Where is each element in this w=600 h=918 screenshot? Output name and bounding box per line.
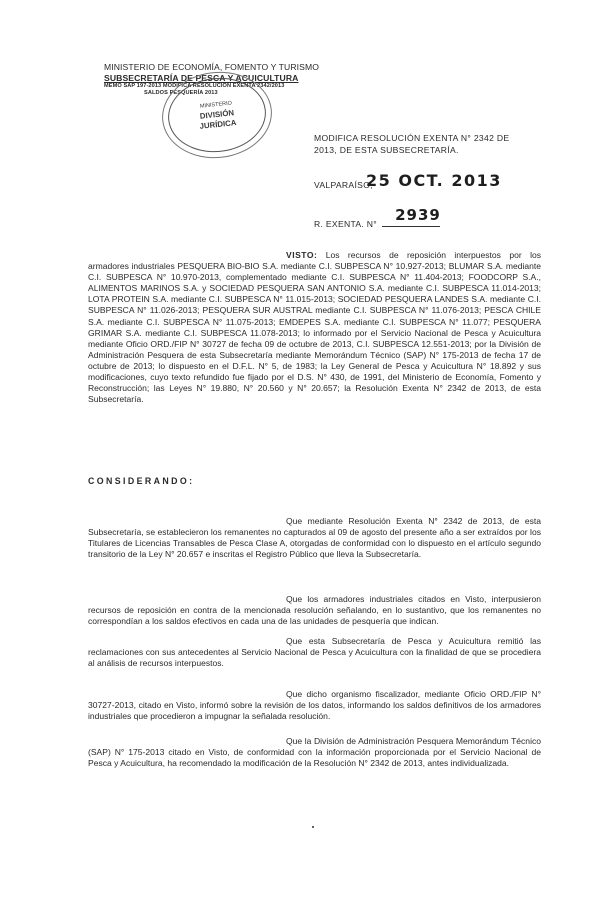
visto-text: Los recursos de reposición interpuestos por los armadores industriales PESQUERA BIO-BIO S.A. mediante C.I. SUBPESCA N° 10.927-2013; BLUMAR S.A. mediante C.I. SUBPESCA N° 10.970-2013, complementado mediante C.I. SUBPESCA N° 11.404-2013; FOODCORP S.A., ALIMENTOS MARINOS S.A. y SOCIEDAD PESQUERA SAN ANTONIO S.A. mediante C.I. SUBPESCA 11.014-2013; LOTA PROTEIN S.A. mediante C.I. SUBPESCA N° 11.015-2013; SOCIEDAD PESQUERA LANDES S.A. mediante C.I. SUBPESCA N° 11.026-2013; PESQUERA SUR AUSTRAL mediante C.I. SUBPESCA N° 11.076-2013; PESCA CHILE S.A. mediante C.I. SUBPESCA N° 11.075-2013; EMDEPES S.A. mediante C.I. SUBPESCA N° 11.077; PESQUERA GRIMAR S.A. mediante C.I. SUBPESCA 11.078-2013; lo informado por el Servicio Nacional de Pesca y Acuicultura mediante Oficio ORD./FIP N° 30727 de fecha 09 de octubre de 2013, C.I. SUBPESCA 12.551-2013; por la División de Administración Pesquera de esta Subsecretaría mediante Memorándum Técnico (SAP) N° 175-2013 de fecha 17 de octubre de 2013; lo dispuesto en el D.F.L. N° 5, de 1983; la Ley General de Pesca y Acuicultura N° 18.892 y sus modificaciones, cuyo texto refundido fue fijado por el D.S. N° 430, de 1991, del Ministerio de Economía, Fomento y Reconstrucción; las Leyes N° 19.880, N° 20.560 y N° 20.657; la Resolución Exenta N° 2342 de 2013, de esta Subsecretaría. (88, 250, 542, 405)
stamp-line-1: DIVISIÓN (199, 108, 235, 121)
handwritten-date: 25 OCT. 2013 (366, 171, 502, 190)
considerando-paragraph-3: Que esta Subsecretaría de Pesca y Acuicultura remitió las reclamaciones con sus antecedentes al Servicio Nacional de Pesca y Acuicultura con la finalidad de que se procediera al análisis de recursos interpuestos. (88, 636, 541, 669)
place-label: VALPARAÍSO, (314, 180, 373, 190)
considerando-paragraph-4: Que dicho organismo fiscalizador, mediante Oficio ORD./FIP N° 30727-2013, citado en Visto, informó sobre la revisión de los datos, informando los saldos definitivos de los armadores industriales que procedieron a impugnar la señalada resolución. (88, 689, 541, 722)
stamp-ring-text: MINISTERIO (199, 100, 233, 110)
considerando-paragraph-5: Que la División de Administración Pesquera Memorándum Técnico (SAP) N° 175-2013 citado en Visto, de conformidad con la información proporcionada por el Servicio Nacional de Pesca y Acuicultura, ha recomendado la modificación de la Resolución N° 2342 de 2013, antes individualizada. (88, 736, 541, 769)
visto-paragraph (88, 250, 541, 405)
resolution-number: 2939 (395, 206, 441, 224)
saldos-reference: SALDOS PESQUERÍA 2013 (144, 90, 218, 97)
considerando-heading: CONSIDERANDO: (88, 476, 195, 486)
resolution-number-underline (382, 226, 440, 227)
page-mark (312, 826, 314, 828)
memo-reference: MEMO SAP 197-2013 MODIFICA RESOLUCIÓN EXENTA 2342/2013 (104, 83, 285, 90)
stamp-line-2: JURÍDICA (199, 118, 237, 131)
ministry-name: MINISTERIO DE ECONOMÍA, FOMENTO Y TURISMO (104, 62, 319, 72)
resolution-label: R. EXENTA. N° (314, 219, 378, 229)
visto-section (88, 250, 541, 405)
considerando-paragraph-2: Que los armadores industriales citados en Visto, interpusieron recursos de reposición en contra de la mencionada resolución señalando, en lo sustantivo, que los remanentes no correspondían a los saldos efectivos en cada una de las unidades de pesquería que indican. (88, 594, 541, 627)
resolution-subject: MODIFICA RESOLUCIÓN EXENTA N° 2342 DE 2013, DE ESTA SUBSECRETARÍA. (314, 133, 510, 155)
visto-lead: VISTO: (286, 250, 318, 260)
considerando-paragraph-1: Que mediante Resolución Exenta N° 2342 de 2013, de esta Subsecretaría, se establecieron los remanentes no capturados al 09 de agosto del presente año a ser extraídos por los Titulares de Licencias Transables de Pesca Clase A, otorgadas de conformidad con lo dispuesto en el artículo segundo transitorio de la Ley N° 20.657 e inscritas el Registro Público que lleva la Subsecretaría. (88, 516, 541, 560)
subsecretaria-name: SUBSECRETARÍA DE PESCA Y ACUICULTURA (104, 72, 299, 83)
